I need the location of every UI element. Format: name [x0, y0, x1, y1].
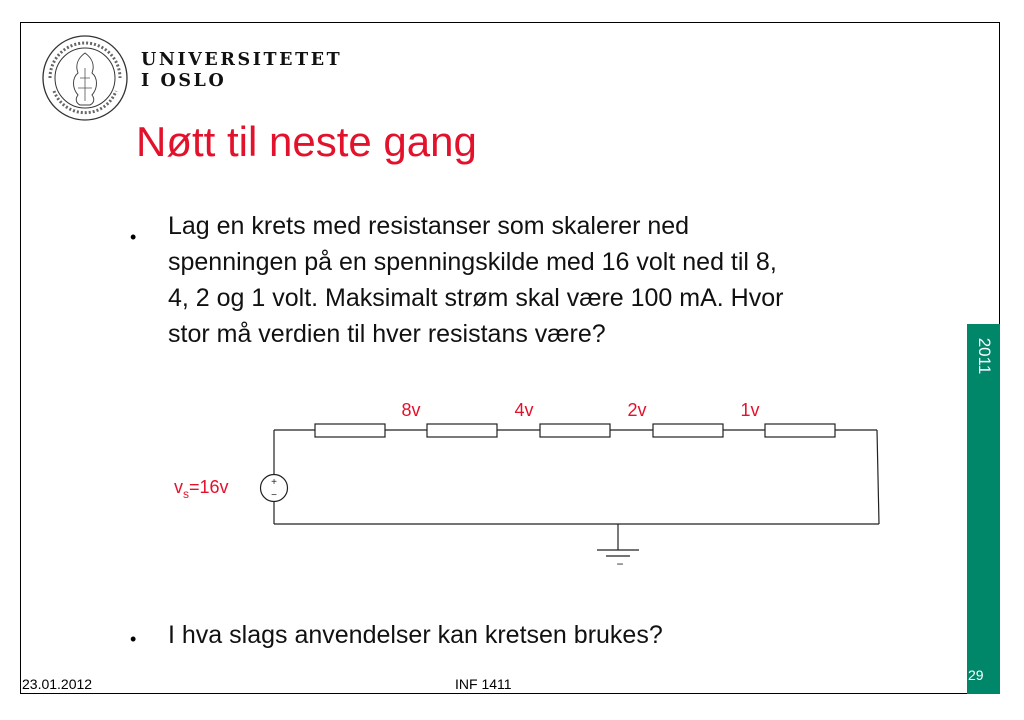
bullet-marker-2: •	[130, 629, 137, 649]
resistor-2	[427, 424, 497, 437]
ground-symbol-icon	[597, 550, 639, 556]
bullet-1-line-4: stor må verdien til hver resistans være?	[168, 320, 606, 348]
sidebar-year-text: 2011	[974, 337, 994, 375]
resistor-label-1v: 1v	[740, 400, 760, 420]
resistor-1	[315, 424, 385, 437]
source-label	[174, 477, 229, 501]
university-line-2: I OSLO	[141, 71, 227, 91]
source-plus-sign: +	[271, 477, 277, 488]
university-line-1: UNIVERSITETET	[141, 50, 343, 70]
bullet-1-line-3: 4, 2 og 1 volt. Maksimalt strøm skal være 100 mA. Hvor	[168, 284, 784, 312]
bullet-1-line-1: Lag en krets med resistanser som skalerer ned	[168, 212, 690, 240]
resistor-label-4v: 4v	[514, 400, 534, 420]
source-minus-sign: −	[271, 490, 277, 501]
resistor-4	[653, 424, 723, 437]
resistor-label-2v: 2v	[627, 400, 647, 420]
footer-course: INF 1411	[455, 676, 512, 692]
ground-minus-sign: −	[616, 557, 624, 571]
source-label-v: v	[174, 477, 183, 497]
footer-date: 23.01.2012	[22, 676, 93, 692]
slide-title: Nøtt til neste gang	[136, 118, 477, 165]
resistor-label-8v: 8v	[401, 400, 421, 420]
resistor-3	[540, 424, 610, 437]
bullet-marker-1: •	[130, 227, 137, 247]
bullet-1-line-2: spenningen på en spenningskilde med 16 volt ned til 8,	[168, 248, 777, 276]
wire-right	[877, 430, 879, 524]
source-label-rest: =16v	[189, 477, 229, 497]
sidebar-year	[967, 326, 1000, 386]
page-number: 29	[968, 667, 984, 683]
bullet-text-2: I hva slags anvendelser kan kretsen brukes?	[168, 621, 663, 649]
source-label-sub: s	[183, 487, 189, 501]
resistor-5	[765, 424, 835, 437]
